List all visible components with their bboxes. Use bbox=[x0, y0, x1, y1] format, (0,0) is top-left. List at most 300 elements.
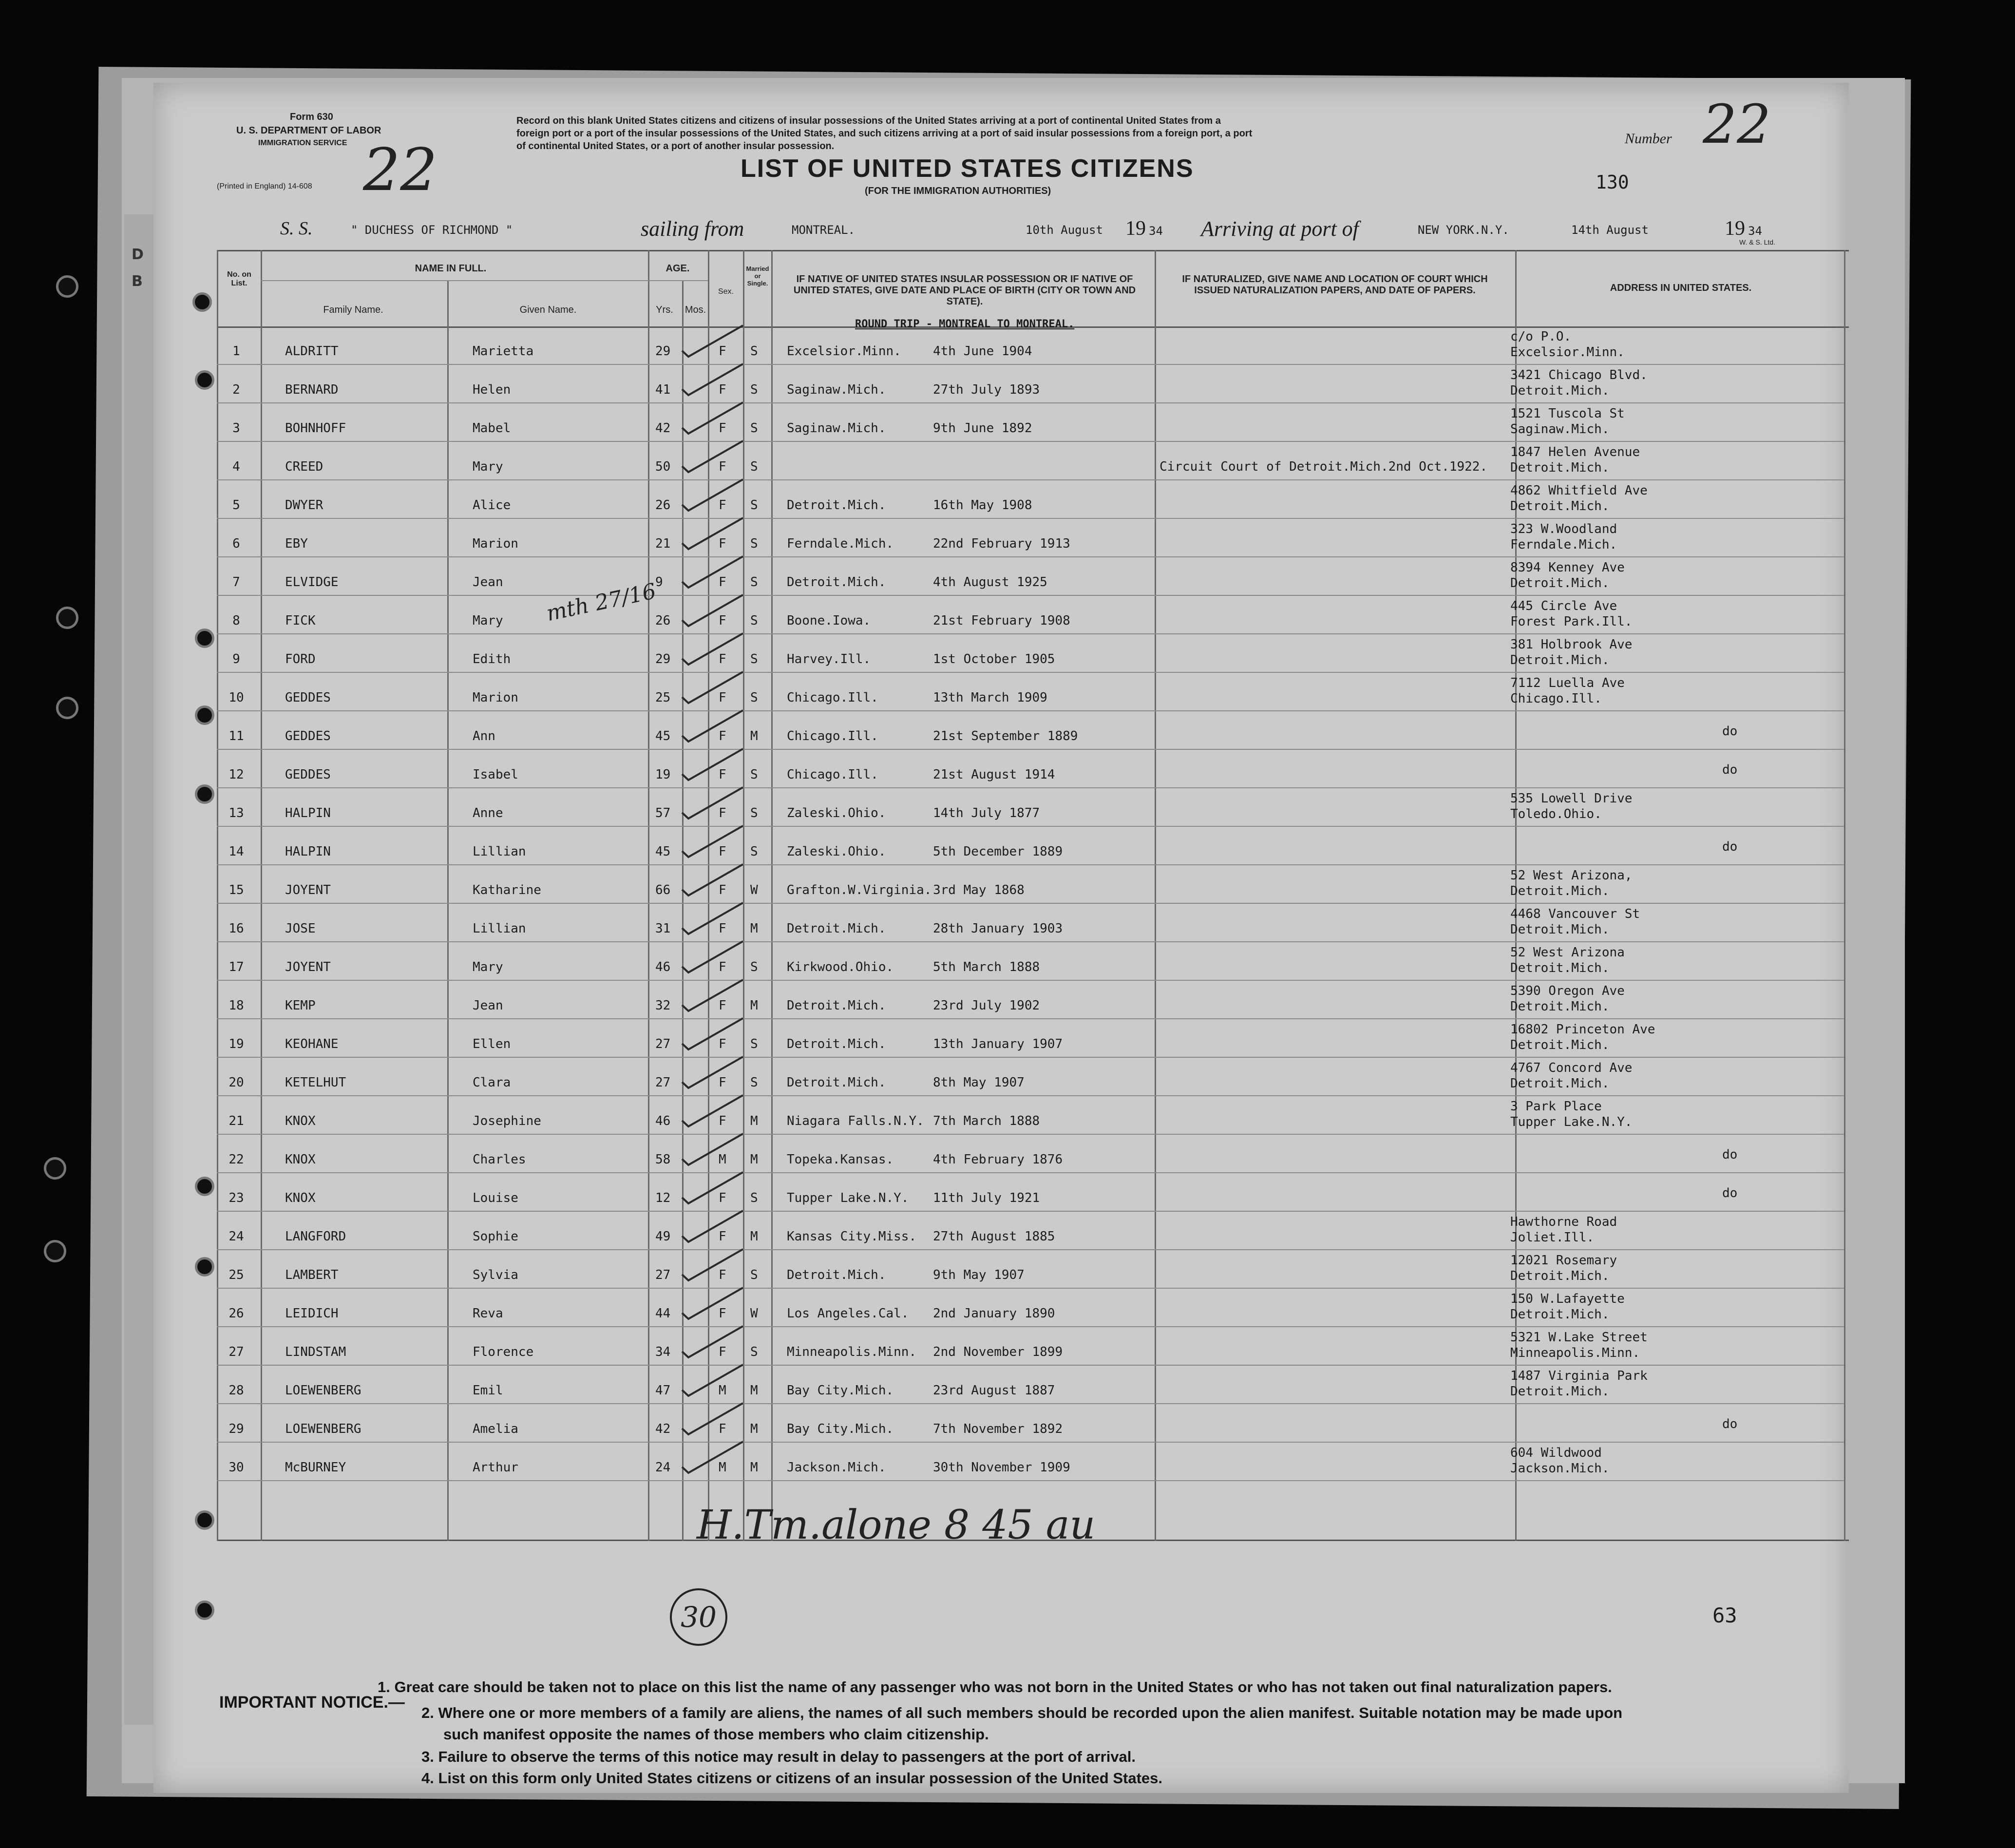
marital-status: S bbox=[750, 1345, 758, 1359]
punch-hole bbox=[195, 1510, 214, 1530]
family-name: KNOX bbox=[285, 1191, 316, 1205]
family-name: GEDDES bbox=[285, 729, 331, 743]
check-mark-icon bbox=[680, 1284, 748, 1323]
sex: F bbox=[719, 652, 726, 667]
table-row bbox=[153, 442, 1849, 480]
table-row bbox=[153, 1250, 1849, 1289]
age-years: 32 bbox=[655, 998, 671, 1013]
family-name: KNOX bbox=[285, 1114, 316, 1128]
row-number: 29 bbox=[228, 1422, 244, 1436]
given-name: Katharine bbox=[473, 883, 541, 897]
sex: F bbox=[719, 1306, 726, 1321]
marital-status: W bbox=[750, 1306, 758, 1321]
birth-date: 21st February 1908 bbox=[933, 613, 1070, 628]
birthplace: Detroit.Mich. bbox=[787, 921, 886, 936]
table-row bbox=[153, 519, 1849, 557]
row-number: 12 bbox=[228, 767, 244, 782]
sex: M bbox=[719, 1460, 726, 1475]
col-header-naturalized: IF NATURALIZED, GIVE NAME AND LOCATION OF COURT WHICH ISSUED NATURALIZATION PAPERS, AND DATE OF PAPERS. bbox=[1182, 274, 1488, 296]
birth-date: 5th December 1889 bbox=[933, 844, 1063, 859]
address-line-2: do bbox=[1722, 762, 1738, 777]
col-header-married: Married or Single. bbox=[746, 265, 769, 287]
birthplace: Saginaw.Mich. bbox=[787, 421, 886, 436]
birthplace: Detroit.Mich. bbox=[787, 498, 886, 513]
round-trip-note: ROUND TRIP - MONTREAL TO MONTREAL. bbox=[855, 318, 1075, 330]
age-years: 12 bbox=[655, 1191, 671, 1205]
family-name: LEIDICH bbox=[285, 1306, 339, 1321]
col-header-given: Given Name. bbox=[519, 305, 577, 315]
instruction-line: foreign port or a port of the insular possessions of the United States, and such citizens arriving at a port of said insular possessions from a foreign port, a port bbox=[516, 128, 1253, 139]
table-row bbox=[153, 596, 1849, 634]
birth-date: 4th June 1904 bbox=[933, 344, 1032, 359]
check-mark-icon bbox=[680, 783, 748, 822]
marital-status: M bbox=[750, 921, 758, 936]
birthplace: Zaleski.Ohio. bbox=[787, 806, 886, 820]
address-line-1: 8394 Kenney Ave bbox=[1510, 560, 1625, 575]
given-name: Jean bbox=[473, 575, 503, 590]
address-line-2: Detroit.Mich. bbox=[1510, 1269, 1610, 1283]
marital-status: S bbox=[750, 806, 758, 820]
address-line-2: Detroit.Mich. bbox=[1510, 460, 1610, 475]
table-row bbox=[153, 1173, 1849, 1212]
address-line-2: Toledo.Ohio. bbox=[1510, 807, 1602, 821]
arrival-port: NEW YORK.N.Y. bbox=[1418, 223, 1509, 237]
sex: F bbox=[719, 536, 726, 551]
table-row bbox=[153, 1135, 1849, 1173]
birth-date: 2nd November 1899 bbox=[933, 1345, 1063, 1359]
birth-date: 4th February 1876 bbox=[933, 1152, 1063, 1167]
table-row bbox=[153, 326, 1849, 365]
sex: F bbox=[719, 344, 726, 359]
row-number: 2 bbox=[232, 382, 240, 397]
address-line-1: 3421 Chicago Blvd. bbox=[1510, 368, 1648, 382]
stamp-number: 130 bbox=[1596, 171, 1629, 193]
marital-status: S bbox=[750, 960, 758, 974]
row-number: 27 bbox=[228, 1345, 244, 1359]
instruction-line: of continental United States, or a port of another insular possession. bbox=[516, 141, 835, 152]
row-number: 9 bbox=[232, 652, 240, 667]
arrival-year-prefix: 19 bbox=[1725, 217, 1745, 240]
birth-date: 7th November 1892 bbox=[933, 1422, 1063, 1436]
left-margin-letter: B bbox=[132, 273, 143, 290]
age-years: 34 bbox=[655, 1345, 671, 1359]
birth-date: 23rd August 1887 bbox=[933, 1383, 1055, 1398]
family-name: GEDDES bbox=[285, 767, 331, 782]
check-mark-icon bbox=[680, 1207, 748, 1246]
table-row bbox=[153, 1327, 1849, 1366]
address-line-2: Detroit.Mich. bbox=[1510, 383, 1610, 398]
birthplace: Kansas City.Miss. bbox=[787, 1229, 917, 1244]
row-number: 24 bbox=[228, 1229, 244, 1244]
marital-status: M bbox=[750, 1460, 758, 1475]
family-name: JOYENT bbox=[285, 883, 331, 897]
given-name: Isabel bbox=[473, 767, 518, 782]
marital-status: M bbox=[750, 1114, 758, 1128]
given-name: Arthur bbox=[473, 1460, 518, 1475]
check-mark-icon bbox=[680, 1245, 748, 1284]
address-line-1: 150 W.Lafayette bbox=[1510, 1292, 1625, 1306]
row-number: 21 bbox=[228, 1114, 244, 1128]
form-number: Form 630 bbox=[290, 112, 333, 122]
table-row bbox=[153, 480, 1849, 519]
address-line-1: 323 W.Woodland bbox=[1510, 522, 1617, 536]
sex: F bbox=[719, 382, 726, 397]
age-years: 58 bbox=[655, 1152, 671, 1167]
birth-date: 5th March 1888 bbox=[933, 960, 1040, 974]
given-name: Sophie bbox=[473, 1229, 518, 1244]
birth-date: 9th May 1907 bbox=[933, 1268, 1025, 1282]
notice-heading: IMPORTANT NOTICE.— bbox=[219, 1693, 405, 1712]
marital-status: S bbox=[750, 498, 758, 513]
address-line-1: 5321 W.Lake Street bbox=[1510, 1330, 1648, 1345]
sex: F bbox=[719, 1345, 726, 1359]
age-years: 45 bbox=[655, 844, 671, 859]
col-header-family: Family Name. bbox=[323, 305, 383, 315]
check-mark-icon bbox=[680, 1014, 748, 1053]
given-name: Marietta bbox=[473, 344, 534, 359]
address-line-2: Detroit.Mich. bbox=[1510, 922, 1610, 937]
birthplace: Chicago.Ill. bbox=[787, 729, 878, 743]
address-line-1: 16802 Princeton Ave bbox=[1510, 1022, 1655, 1037]
address-line-1: 5390 Oregon Ave bbox=[1510, 984, 1625, 998]
address-line-2: Joliet.Ill. bbox=[1510, 1230, 1595, 1245]
given-name: Lillian bbox=[473, 921, 526, 936]
given-name: Amelia bbox=[473, 1422, 518, 1436]
row-number: 22 bbox=[228, 1152, 244, 1167]
check-mark-icon bbox=[680, 360, 748, 399]
given-name: Marion bbox=[473, 690, 518, 705]
sex: F bbox=[719, 498, 726, 513]
address-line-1: 7112 Luella Ave bbox=[1510, 676, 1625, 690]
age-years: 25 bbox=[655, 690, 671, 705]
row-number: 17 bbox=[228, 960, 244, 974]
address-line-2: Excelsior.Minn. bbox=[1510, 345, 1625, 360]
birthplace: Grafton.W.Virginia. bbox=[787, 883, 932, 897]
table-row bbox=[153, 1443, 1849, 1481]
birth-date: 23rd July 1902 bbox=[933, 998, 1040, 1013]
given-name: Emil bbox=[473, 1383, 503, 1398]
check-mark-icon bbox=[680, 437, 748, 476]
row-number: 4 bbox=[232, 459, 240, 474]
age-years: 27 bbox=[655, 1037, 671, 1051]
col-header-name: NAME IN FULL. bbox=[415, 263, 487, 274]
row-number: 26 bbox=[228, 1306, 244, 1321]
birthplace: Kirkwood.Ohio. bbox=[787, 960, 894, 974]
row-number: 13 bbox=[228, 806, 244, 820]
address-line-2: Detroit.Mich. bbox=[1510, 999, 1610, 1014]
family-name: LOEWENBERG bbox=[285, 1383, 361, 1398]
check-mark-icon bbox=[680, 1322, 748, 1361]
address-line-2: Detroit.Mich. bbox=[1510, 576, 1610, 591]
given-name: Clara bbox=[473, 1075, 511, 1090]
check-mark-icon bbox=[680, 860, 748, 899]
birth-date: 4th August 1925 bbox=[933, 575, 1047, 590]
address-line-1: 52 West Arizona bbox=[1510, 945, 1625, 960]
marital-status: S bbox=[750, 575, 758, 590]
notice-line: 1. Great care should be taken not to place on this list the name of any passenger who was not born in the United States or who has not taken out final naturalization papers. bbox=[378, 1678, 1612, 1696]
check-mark-icon bbox=[680, 399, 748, 438]
check-mark-icon bbox=[680, 706, 748, 745]
birthplace: Ferndale.Mich. bbox=[787, 536, 894, 551]
row-number: 18 bbox=[228, 998, 244, 1013]
family-name: LOEWENBERG bbox=[285, 1422, 361, 1436]
left-margin-letter: D bbox=[132, 246, 144, 263]
age-years: 50 bbox=[655, 459, 671, 474]
birthplace: Topeka.Kansas. bbox=[787, 1152, 894, 1167]
handwritten-number: 22 bbox=[1703, 93, 1771, 155]
circled-count: 30 bbox=[670, 1588, 727, 1646]
sailing-date: 10th August bbox=[1026, 223, 1103, 237]
given-name: Mabel bbox=[473, 421, 511, 436]
given-name: Louise bbox=[473, 1191, 518, 1205]
col-header-birth: IF NATIVE OF UNITED STATES INSULAR POSSESSION OR IF NATIVE OF UNITED STATES, GIVE DATE AND PLACE OF BIRTH (CITY OR TOWN AND STATE). bbox=[793, 274, 1136, 307]
notice-line: 2. Where one or more members of a family are aliens, the names of all such members should be recorded upon the alien manifest. Suitable notation may be made upon bbox=[421, 1704, 1623, 1721]
age-years: 44 bbox=[655, 1306, 671, 1321]
family-name: EBY bbox=[285, 536, 308, 551]
check-mark-icon bbox=[680, 1130, 748, 1169]
table-row bbox=[153, 904, 1849, 942]
address-line-1: 381 Holbrook Ave bbox=[1510, 637, 1633, 652]
family-name: CREED bbox=[285, 459, 323, 474]
row-number: 16 bbox=[228, 921, 244, 936]
row-number: 19 bbox=[228, 1037, 244, 1051]
age-years: 29 bbox=[655, 344, 671, 359]
check-mark-icon bbox=[680, 1053, 748, 1092]
address-line-1: 1487 Virginia Park bbox=[1510, 1369, 1648, 1383]
check-mark-icon bbox=[680, 899, 748, 938]
row-number: 1 bbox=[232, 344, 240, 359]
given-name: Edith bbox=[473, 652, 511, 667]
row-number: 6 bbox=[232, 536, 240, 551]
birth-date: 30th November 1909 bbox=[933, 1460, 1070, 1475]
marital-status: M bbox=[750, 1152, 758, 1167]
birthplace: Saginaw.Mich. bbox=[787, 382, 886, 397]
sex: F bbox=[719, 1114, 726, 1128]
given-name: Sylvia bbox=[473, 1268, 518, 1282]
family-name: DWYER bbox=[285, 498, 323, 513]
address-line-1: 4862 Whitfield Ave bbox=[1510, 483, 1648, 498]
family-name: GEDDES bbox=[285, 690, 331, 705]
given-name: Anne bbox=[473, 806, 503, 820]
table-row bbox=[153, 365, 1849, 403]
marital-status: M bbox=[750, 729, 758, 743]
birth-date: 1st October 1905 bbox=[933, 652, 1055, 667]
birthplace: Detroit.Mich. bbox=[787, 1037, 886, 1051]
col-header-mos: Mos. bbox=[684, 305, 706, 315]
family-name: HALPIN bbox=[285, 844, 331, 859]
marital-status: S bbox=[750, 344, 758, 359]
birthplace: Tupper Lake.N.Y. bbox=[787, 1191, 909, 1205]
address-line-2: do bbox=[1722, 1147, 1738, 1162]
marital-status: S bbox=[750, 690, 758, 705]
arriving-label: Arriving at port of bbox=[1201, 217, 1359, 241]
arrival-date: 14th August bbox=[1571, 223, 1649, 237]
sex: F bbox=[719, 960, 726, 974]
table-row bbox=[153, 1058, 1849, 1096]
notice-line: 4. List on this form only United States citizens or citizens of an insular possession of the United States. bbox=[421, 1770, 1162, 1787]
table-row bbox=[153, 788, 1849, 827]
age-years: 9 bbox=[655, 575, 663, 590]
address-line-2: Forest Park.Ill. bbox=[1510, 614, 1633, 629]
family-name: FICK bbox=[285, 613, 316, 628]
table-row bbox=[153, 981, 1849, 1019]
check-mark-icon bbox=[680, 1091, 748, 1130]
age-years: 24 bbox=[655, 1460, 671, 1475]
marital-status: S bbox=[750, 382, 758, 397]
marital-status: W bbox=[750, 883, 758, 897]
printer-mark: W. & S. Ltd. bbox=[1739, 238, 1775, 246]
row-number: 23 bbox=[228, 1191, 244, 1205]
family-name: BERNARD bbox=[285, 382, 339, 397]
page-subtitle: (FOR THE IMMIGRATION AUTHORITIES) bbox=[865, 186, 1051, 196]
sex: F bbox=[719, 998, 726, 1013]
family-name: KEMP bbox=[285, 998, 316, 1013]
check-mark-icon bbox=[680, 1438, 748, 1477]
ss-label: S. S. bbox=[280, 218, 313, 239]
address-line-2: Tupper Lake.N.Y. bbox=[1510, 1115, 1633, 1129]
given-name: Jean bbox=[473, 998, 503, 1013]
birth-date: 21st August 1914 bbox=[933, 767, 1055, 782]
notice-line: such manifest opposite the names of those members who claim citizenship. bbox=[443, 1726, 989, 1743]
table-row bbox=[153, 1019, 1849, 1058]
address-line-1: 535 Lowell Drive bbox=[1510, 791, 1633, 806]
marital-status: M bbox=[750, 998, 758, 1013]
address-line-1: 12021 Rosemary bbox=[1510, 1253, 1617, 1268]
birthplace: Jackson.Mich. bbox=[787, 1460, 886, 1475]
table-row bbox=[153, 1096, 1849, 1135]
row-number: 8 bbox=[232, 613, 240, 628]
age-years: 26 bbox=[655, 498, 671, 513]
address-line-1: 3 Park Place bbox=[1510, 1099, 1602, 1114]
age-years: 29 bbox=[655, 652, 671, 667]
birthplace: Los Angeles.Cal. bbox=[787, 1306, 909, 1321]
birthplace: Minneapolis.Minn. bbox=[787, 1345, 917, 1359]
notice-line: 3. Failure to observe the terms of this notice may result in delay to passengers at the port of arrival. bbox=[421, 1748, 1136, 1765]
row-number: 10 bbox=[228, 690, 244, 705]
age-years: 66 bbox=[655, 883, 671, 897]
given-name: Mary bbox=[473, 459, 503, 474]
row-number: 28 bbox=[228, 1383, 244, 1398]
address-line-2: Detroit.Mich. bbox=[1510, 653, 1610, 667]
check-mark-icon bbox=[680, 591, 748, 630]
ship-name: " DUCHESS OF RICHMOND " bbox=[351, 223, 513, 237]
age-years: 26 bbox=[655, 613, 671, 628]
check-mark-icon bbox=[680, 476, 748, 514]
birth-date: 14th July 1877 bbox=[933, 806, 1040, 820]
row-number: 3 bbox=[232, 421, 240, 436]
check-mark-icon bbox=[680, 1399, 748, 1438]
given-name: Alice bbox=[473, 498, 511, 513]
page-title: LIST OF UNITED STATES CITIZENS bbox=[741, 154, 1194, 183]
sex: F bbox=[719, 883, 726, 897]
birthplace: Detroit.Mich. bbox=[787, 575, 886, 590]
marital-status: S bbox=[750, 613, 758, 628]
birth-date: 22nd February 1913 bbox=[933, 536, 1070, 551]
family-name: KNOX bbox=[285, 1152, 316, 1167]
table-row bbox=[153, 673, 1849, 711]
sex: F bbox=[719, 767, 726, 782]
check-mark-icon bbox=[680, 745, 748, 784]
handwritten-list-number: 22 bbox=[363, 136, 437, 204]
row-number: 30 bbox=[228, 1460, 244, 1475]
given-name: Marion bbox=[473, 536, 518, 551]
col-header-address: ADDRESS IN UNITED STATES. bbox=[1610, 283, 1752, 293]
instruction-line: Record on this blank United States citizens and citizens of insular possessions of the United States arriving at a port of continental United States from a bbox=[516, 115, 1221, 126]
address-line-2: Ferndale.Mich. bbox=[1510, 537, 1617, 552]
sex: F bbox=[719, 1268, 726, 1282]
family-name: BOHNHOFF bbox=[285, 421, 346, 436]
check-mark-icon bbox=[680, 322, 748, 361]
row-number: 5 bbox=[232, 498, 240, 513]
table-row bbox=[153, 865, 1849, 904]
given-name: Lillian bbox=[473, 844, 526, 859]
birthplace: Bay City.Mich. bbox=[787, 1422, 894, 1436]
table-row bbox=[153, 403, 1849, 442]
table-row bbox=[153, 942, 1849, 981]
row-number: 14 bbox=[228, 844, 244, 859]
given-name: Helen bbox=[473, 382, 511, 397]
age-years: 31 bbox=[655, 921, 671, 936]
binding-hole bbox=[56, 607, 78, 629]
birthplace: Niagara Falls.N.Y. bbox=[787, 1114, 924, 1128]
family-name: McBURNEY bbox=[285, 1460, 346, 1475]
marital-status: S bbox=[750, 1191, 758, 1205]
printed-note: (Printed in England) 14-608 bbox=[217, 182, 312, 191]
sex: F bbox=[719, 806, 726, 820]
address-line-2: Detroit.Mich. bbox=[1510, 1384, 1610, 1399]
address-line-2: do bbox=[1722, 1186, 1738, 1200]
age-years: 46 bbox=[655, 1114, 671, 1128]
address-line-1: 604 Wildwood bbox=[1510, 1446, 1602, 1460]
service: IMMIGRATION SERVICE bbox=[258, 139, 347, 147]
binding-hole bbox=[56, 697, 78, 719]
given-name: Mary bbox=[473, 960, 503, 974]
birthplace: Chicago.Ill. bbox=[787, 767, 878, 782]
age-years: 27 bbox=[655, 1268, 671, 1282]
birthplace: Excelsior.Minn. bbox=[787, 344, 901, 359]
check-mark-icon bbox=[680, 1168, 748, 1207]
sex: F bbox=[719, 729, 726, 743]
marital-status: S bbox=[750, 652, 758, 667]
given-name: Mary bbox=[473, 613, 503, 628]
birth-date: 9th June 1892 bbox=[933, 421, 1032, 436]
address-line-1: 1847 Helen Avenue bbox=[1510, 445, 1640, 459]
check-mark-icon bbox=[680, 629, 748, 668]
birth-date: 27th August 1885 bbox=[933, 1229, 1055, 1244]
birthplace: Chicago.Ill. bbox=[787, 690, 878, 705]
family-name: FORD bbox=[285, 652, 316, 667]
address-line-1: 4468 Vancouver St bbox=[1510, 907, 1640, 921]
table-top-border bbox=[217, 250, 1849, 251]
table-row bbox=[153, 827, 1849, 865]
address-line-2: Detroit.Mich. bbox=[1510, 961, 1610, 975]
family-name: LANGFORD bbox=[285, 1229, 346, 1244]
address-line-2: Jackson.Mich. bbox=[1510, 1461, 1610, 1476]
row-number: 11 bbox=[228, 729, 244, 743]
address-line-1: 1521 Tuscola St bbox=[1510, 406, 1625, 421]
number-label: Number bbox=[1625, 131, 1672, 147]
binding-hole bbox=[44, 1240, 66, 1262]
birth-date: 7th March 1888 bbox=[933, 1114, 1040, 1128]
birth-date: 13th March 1909 bbox=[933, 690, 1047, 705]
family-name: KETELHUT bbox=[285, 1075, 346, 1090]
birthplace: Detroit.Mich. bbox=[787, 1075, 886, 1090]
check-mark-icon bbox=[680, 1361, 748, 1400]
address-line-1: 52 West Arizona, bbox=[1510, 868, 1633, 883]
sex: M bbox=[719, 1383, 726, 1398]
naturalization-court: Circuit Court of Detroit.Mich.2nd Oct.1922. bbox=[1160, 459, 1488, 474]
sailing-year-prefix: 19 bbox=[1125, 217, 1146, 240]
